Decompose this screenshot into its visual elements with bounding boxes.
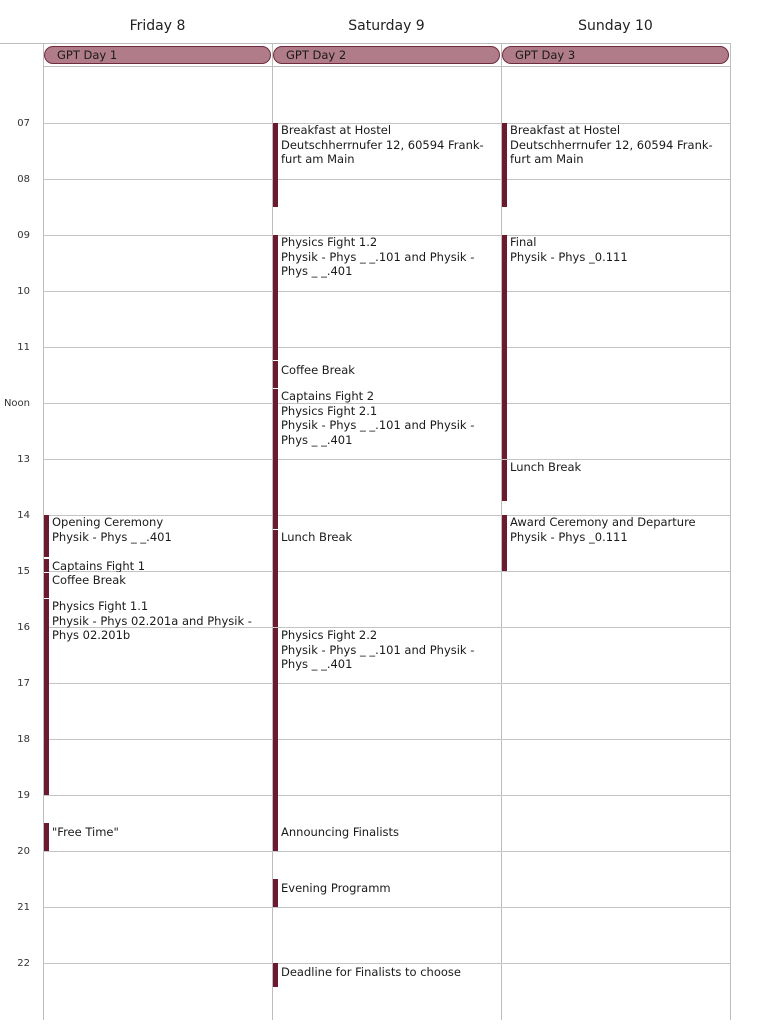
day-header-friday[interactable]: Friday 8 xyxy=(129,18,186,34)
allday-event-gpt-day-2[interactable]: GPT Day 2 xyxy=(273,46,500,64)
hour-label: 20 xyxy=(17,846,30,857)
event-text: Announcing Finalists xyxy=(281,825,400,839)
event-opening-ceremony[interactable] xyxy=(44,515,270,557)
hour-label: 13 xyxy=(17,454,30,465)
event-free-time[interactable] xyxy=(44,823,270,851)
hour-label: 11 xyxy=(17,342,30,353)
hour-label: 08 xyxy=(17,174,30,185)
day-header-sunday[interactable]: Sunday 10 xyxy=(578,18,653,34)
allday-event-gpt-day-1[interactable]: GPT Day 1 xyxy=(44,46,271,64)
hour-label: 14 xyxy=(17,510,30,521)
allday-divider xyxy=(43,66,731,67)
day-header-saturday[interactable]: Saturday 9 xyxy=(348,18,425,34)
hour-label: 22 xyxy=(17,958,30,969)
event-text: Award Ceremony and Departure Physik - Phys _0.111 xyxy=(510,515,696,544)
hour-label: 16 xyxy=(17,622,30,633)
event-text: Lunch Break xyxy=(281,530,353,544)
column-divider xyxy=(730,43,731,1020)
event-physics-fight-2-2[interactable] xyxy=(273,628,499,823)
hour-label: 17 xyxy=(17,678,30,689)
event-captains-fight-1[interactable] xyxy=(44,559,270,572)
hour-label: 19 xyxy=(17,790,30,801)
event-lunch-break[interactable] xyxy=(502,460,728,501)
event-coffee-break[interactable] xyxy=(44,573,270,598)
event-lunch-break[interactable] xyxy=(273,530,499,627)
event-text: Coffee Break xyxy=(52,573,126,587)
event-announcing-finalists[interactable] xyxy=(273,823,499,851)
hour-label: 09 xyxy=(17,230,30,241)
event-coffee-break[interactable] xyxy=(273,361,499,388)
event-physics-fight-1-2[interactable] xyxy=(273,235,499,360)
event-text: Captains Fight 2 Physics Fight 2.1 Physik - Phys _ _.101 and Physik - Phys _ _.401 xyxy=(281,389,475,447)
event-physics-fight-1-1[interactable] xyxy=(44,599,270,795)
event-text: Breakfast at Hostel Deutschherrnufer 12, 60594 Frank- furt am Main xyxy=(281,123,484,166)
event-text: Lunch Break xyxy=(510,460,582,474)
event-text: Physics Fight 1.2 Physik - Phys _ _.101 and Physik - Phys _ _.401 xyxy=(281,235,475,278)
event-captains-fight-2[interactable] xyxy=(273,389,499,529)
hour-label: 21 xyxy=(17,902,30,913)
event-text: Physics Fight 1.1 Physik - Phys 02.201a and Physik - Phys 02.201b xyxy=(52,599,252,642)
event-breakfast[interactable] xyxy=(273,123,499,207)
hour-gridline xyxy=(43,907,731,908)
event-text: Physics Fight 2.2 Physik - Phys _ _.101 and Physik - Phys _ _.401 xyxy=(281,628,475,671)
event-final[interactable] xyxy=(502,235,728,459)
hour-label: 15 xyxy=(17,566,30,577)
hour-gridline xyxy=(43,851,731,852)
event-text: "Free Time" xyxy=(52,825,119,839)
hour-label: 10 xyxy=(17,286,30,297)
event-evening-programm[interactable] xyxy=(273,879,499,907)
event-text: Final Physik - Phys _0.111 xyxy=(510,235,628,264)
event-text: Opening Ceremony Physik - Phys _ _.401 xyxy=(52,515,172,544)
hour-label: 18 xyxy=(17,734,30,745)
allday-event-gpt-day-3[interactable]: GPT Day 3 xyxy=(502,46,729,64)
header-divider xyxy=(0,43,731,44)
event-text: Evening Programm xyxy=(281,881,391,895)
event-text: Deadline for Finalists to choose xyxy=(281,965,461,979)
event-text: Breakfast at Hostel Deutschherrnufer 12, 60594 Frank- furt am Main xyxy=(510,123,713,166)
event-breakfast[interactable] xyxy=(502,123,728,207)
hour-label: Noon xyxy=(3,398,30,409)
hour-label: 07 xyxy=(17,118,30,129)
event-award-ceremony[interactable] xyxy=(502,515,728,571)
event-text: Captains Fight 1 xyxy=(52,559,146,572)
event-text: Coffee Break xyxy=(281,363,355,377)
event-deadline-finalists[interactable] xyxy=(273,963,499,987)
